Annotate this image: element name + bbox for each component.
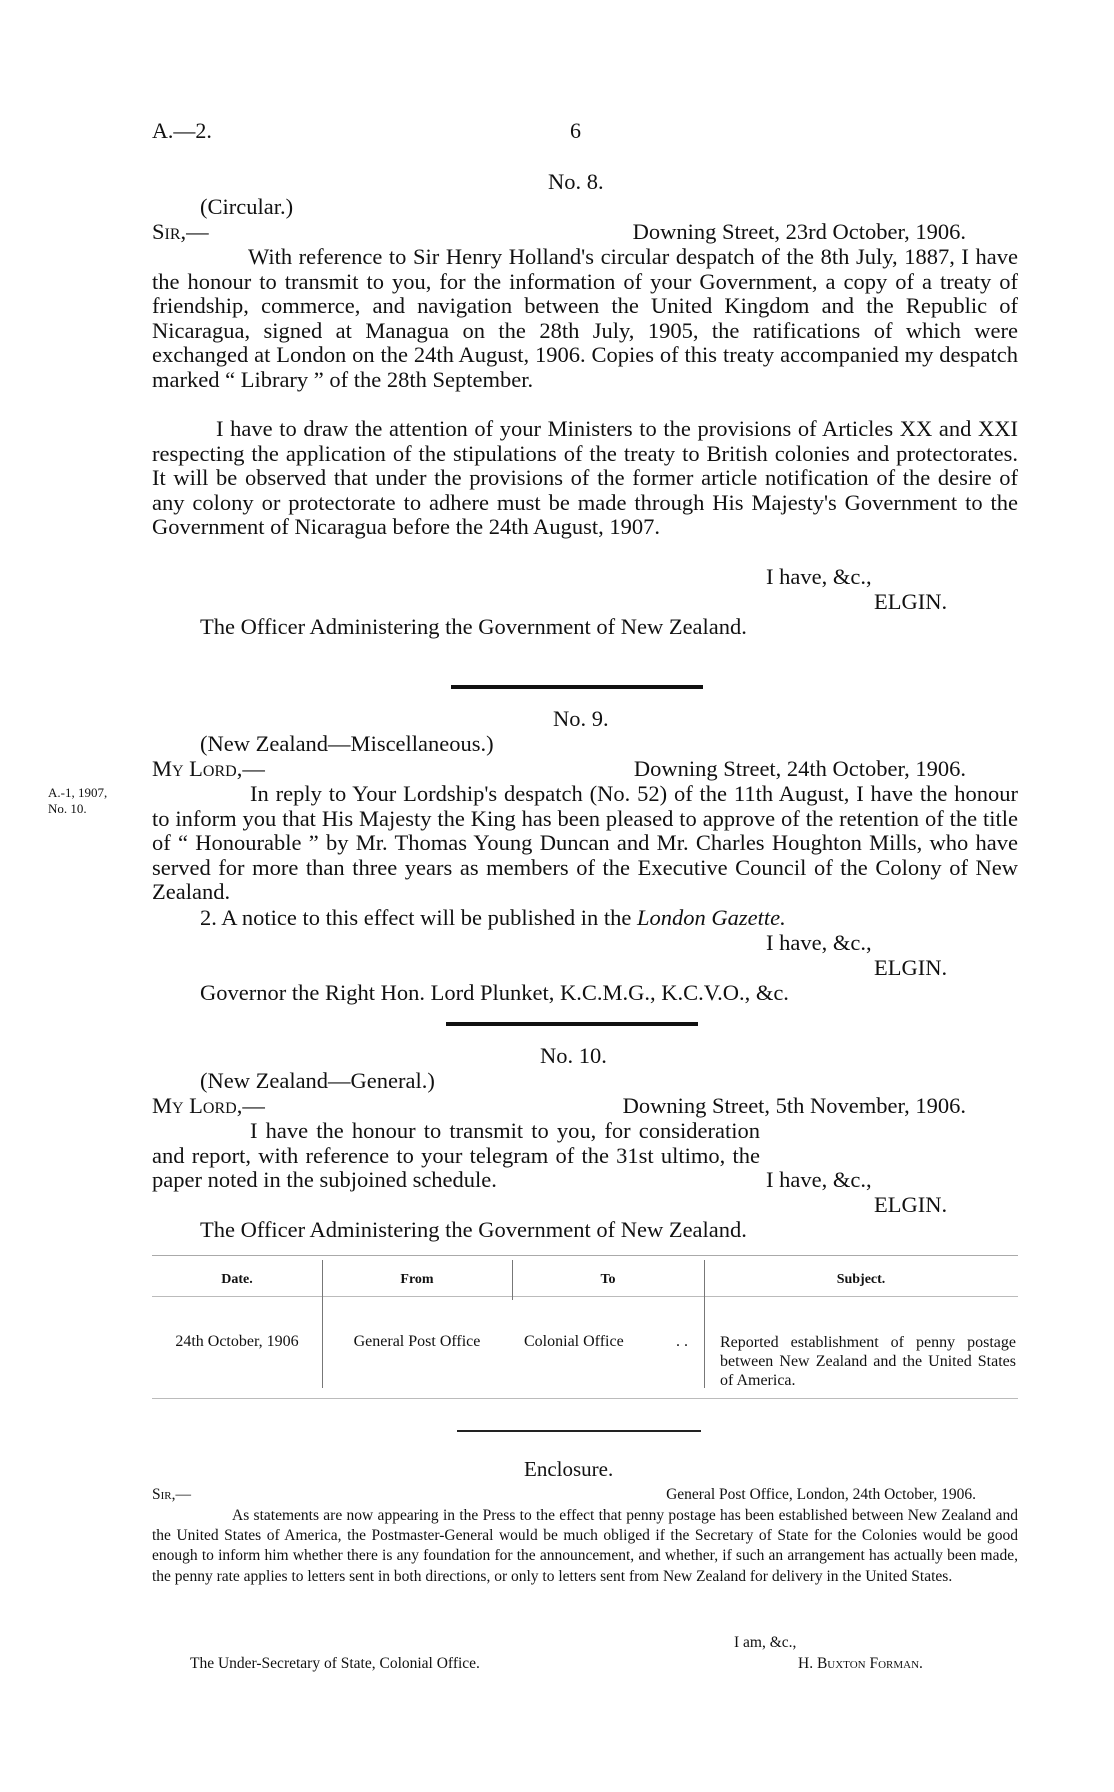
schedule-header-date: Date. (221, 1272, 253, 1287)
letter-8-salutation: Sir,— (152, 219, 209, 244)
letter-9-place-date: Downing Street, 24th October, 1906. (633, 756, 966, 781)
letter-9-addressee: Governor the Right Hon. Lord Plunket, K.C.M.G., K.C.V.O., &c. (200, 980, 789, 1005)
schedule-bottom-rule (152, 1398, 1018, 1399)
schedule-to-leader: . . (676, 1333, 688, 1350)
enclosure-title: Enclosure. (524, 1457, 614, 1481)
letter-10-signature: ELGIN. (874, 1192, 948, 1217)
schedule-cell-date: 24th October, 1906 (175, 1333, 299, 1350)
schedule-cell-to: Colonial Office (524, 1333, 624, 1350)
letter-9-number: No. 9. (553, 706, 609, 731)
schedule-header-from: From (400, 1272, 434, 1287)
letter-8-signature: ELGIN. (874, 589, 948, 614)
schedule-header-to: To (600, 1272, 616, 1287)
letter-10-number: No. 10. (540, 1043, 607, 1068)
page-series: A.—2. (152, 118, 212, 143)
letter-8-addressee: The Officer Administering the Government of New Zealand. (200, 614, 747, 639)
enclosure-rule (457, 1430, 701, 1432)
letter-10-place-date: Downing Street, 5th November, 1906. (622, 1093, 966, 1118)
enclosure-paragraph: As statements are now appearing in the Press to the effect that penny postage has been established between New Zealand and the United States of America, the Postmaster-General would be much obliged if the Secretary of State for the Colonies would be good enough to inform him whether there is any foundation for the announcement, and whether, if such an arrangement has actually been made, the penny rate applies to letters sent in both directions, or only to letters sent from New Zealand for delivery in the United States. (152, 1507, 1018, 1585)
letter-10-paragraph-1: I have the honour to transmit to you, for consideration and report, with reference to your telegram of the 31st ultimo, the paper noted in the subjoined schedule. (152, 1118, 760, 1193)
schedule-cell-subject: Reported establishment of penny postage between New Zealand and the United States of America. (720, 1334, 1016, 1389)
letter-9-closing: I have, &c., (766, 930, 872, 955)
section-rule (451, 685, 703, 689)
letter-8-closing: I have, &c., (766, 564, 872, 589)
letter-9-salutation: My Lord,— (152, 756, 265, 781)
letter-8-paragraph-2: I have to draw the attention of your Ministers to the provisions of Articles XX and XXI respecting the application of the stipulations of the treaty to British colonies and protectorates. It will be observed that under the provisions of the former article notification of the desire of any colony or protectorate to adhere must be made through His Majesty's Government to the Government of Nicaragua before the 24th August, 1907. (152, 416, 1018, 540)
letter-10-salutation: My Lord,— (152, 1093, 265, 1118)
letter-10-closing: I have, &c., (766, 1167, 872, 1192)
letter-10-addressee: The Officer Administering the Government of New Zealand. (200, 1217, 747, 1242)
letter-8-number: No. 8. (548, 169, 604, 194)
margin-note-reference: A.-1, 1907, (48, 785, 108, 800)
letter-9-paragraph-1: In reply to Your Lordship's despatch (No. 52) of the 11th August, I have the honour to inform you that His Majesty the King has been pleased to approve of the retention of the title of “ Honourable ” by Mr. Thomas Young Duncan and Mr. Charles Houghton Mills, who have served for more than three years as members of the Executive Council of the Colony of New Zealand. (152, 781, 1018, 905)
enclosure-salutation: Sir,— (152, 1486, 191, 1503)
schedule-cell-from: General Post Office (353, 1333, 481, 1350)
section-rule (446, 1022, 698, 1026)
enclosure-addressee: The Under-Secretary of State, Colonial Office. (190, 1655, 480, 1672)
letter-8-paragraph-1: With reference to Sir Henry Holland's circular despatch of the 8th July, 1887, I have the honour to transmit to you, for the information of your Government, a copy of a treaty of friendship, commerce, and navigation between the United Kingdom and the Republic of Nicaragua, signed at Managua on the 28th July, 1905, the ratifications of which were exchanged at London on the 24th August, 1906. Copies of this treaty accompanied my despatch marked “ Library ” of the 28th September. (152, 244, 1018, 392)
letter-9-paragraph-2 (200, 906, 1018, 931)
letter-10-category: (New Zealand—General.) (200, 1068, 435, 1093)
london-gazette-title: London Gazette. (637, 905, 786, 930)
enclosure-signature: H. Buxton Forman. (798, 1655, 923, 1672)
letter-9-category: (New Zealand—Miscellaneous.) (200, 731, 494, 756)
margin-note-number: No. 10. (48, 801, 87, 816)
letter-8-place-date: Downing Street, 23rd October, 1906. (632, 219, 966, 244)
page-number: 6 (570, 118, 581, 143)
schedule-header-rule (152, 1296, 1018, 1297)
letter-8-category: (Circular.) (200, 194, 294, 219)
letter-9-signature: ELGIN. (874, 955, 948, 980)
enclosure-place-date: General Post Office, London, 24th October, 1906. (666, 1486, 976, 1503)
schedule-header-subject: Subject. (836, 1272, 886, 1287)
letter-9-paragraph-2-text: 2. A notice to this effect will be published in the (200, 905, 638, 930)
enclosure-closing: I am, &c., (734, 1634, 797, 1651)
schedule-top-rule (152, 1255, 1018, 1256)
